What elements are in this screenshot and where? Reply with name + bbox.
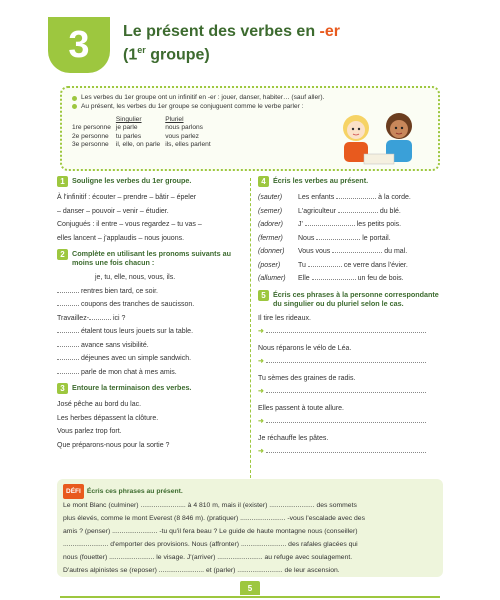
rule-line-1: Les verbes du 1er groupe ont un infinitif en -er : jouer, danser, habiter… (sauf aller).	[72, 94, 428, 103]
rule-line-2: Au présent, les verbes du 1er groupe se conjuguent comme le verbe parler :	[72, 103, 428, 112]
exercise-4-header: 4 Écris les verbes au présent.	[258, 176, 442, 187]
singular-header: Singulier	[115, 116, 142, 123]
left-column: 1 Souligne les verbes du 1er groupe. À l'infinitif : écouter – prendre – bâtir – épeler – danser – pouvoir – venir – étudier. Conjugués : il entre – vous regardez – tu vas – elles lancent – j'applaudis – nous jouons. 2 Complète en utilisant les pronoms suivants au moins une fois chacun : je, tu, elle, nous, vous, ils. rentres bien tard, ce soir. coupons des tranches de saucisson. Travaillez- ici ? étalent tous leurs jouets sur la table. avance sans visibilité. déjeunes avec un simple sandwich. parle de mon chat à mes amis. 3 Entoure la terminaison des verbes. José pêche au bord du lac. Les herbes dépassent la clôture. Vous parlez trop fort. Que préparons-nous pour la sortie ?	[57, 176, 247, 452]
answer-blank[interactable]	[57, 285, 79, 293]
conjugation-table: Singulier Pluriel 1re personne je parle nous parlons 2e personne tu parles vous parlez 3e personne il, elle, on parle ils, elles parlent	[72, 116, 312, 149]
arrow-icon: ➜	[258, 328, 264, 335]
answer-blank[interactable]	[316, 232, 360, 240]
answer-line[interactable]	[258, 415, 442, 429]
chapter-number: 3	[48, 17, 110, 73]
answer-blank[interactable]	[308, 259, 342, 267]
ex4-row: (semer) L'agriculteur du blé.	[258, 205, 442, 219]
children-illustration	[324, 106, 434, 170]
exercise-2-header: 2 Complète en utilisant les pronoms suivants au moins une fois chacun :	[57, 249, 247, 267]
bullet-icon	[72, 104, 77, 109]
answer-blank[interactable]	[57, 366, 79, 374]
bullet-icon	[72, 96, 77, 101]
plural-header: Pluriel	[165, 116, 184, 123]
challenge-box: DÉFI Écris ces phrases au présent. Le mont Blanc (culminer) ........................ à 4 810 m, mais il (exister) ........................ des sommets plus élevés, comme le mont Everest (8 846 m). (pratiquer) ........................ -vous l'escalade avec des amis ? (penser) ........................ -tu qu'il fera beau ? Le guide de haute montagne nous (conseiller) ........................ d'emporter des provisions. Nous (affronter) ........................ des rafales glacées qui nous (fouetter) ........................ le visage. J'(arriver) ........................ au refuge avec soulagement. D'autres alpinistes se (reposer) ........................ et (parler) ........................ de leur ascension.	[57, 479, 443, 577]
answer-line[interactable]	[258, 445, 442, 459]
answer-blank[interactable]	[336, 191, 376, 199]
ex2-line: coupons des tranches de saucisson.	[57, 298, 247, 312]
answer-line[interactable]	[258, 325, 442, 339]
arrow-icon: ➜	[258, 418, 264, 425]
ex2-line: étalent tous leurs jouets sur la table.	[57, 325, 247, 339]
page-number: 5	[240, 581, 260, 595]
ex2-line: rentres bien tard, ce soir.	[57, 285, 247, 299]
page-title: Le présent des verbes en -er (1er groupe)	[123, 23, 340, 64]
answer-blank[interactable]	[312, 272, 356, 280]
answer-blank[interactable]	[332, 245, 382, 253]
ex4-row: (poser) Tu ce verre dans l'évier.	[258, 259, 442, 273]
ex2-line: avance sans visibilité.	[57, 339, 247, 353]
ex4-row: (donner) Vous vous du mal.	[258, 245, 442, 259]
answer-blank[interactable]	[57, 325, 79, 333]
answer-blank[interactable]	[57, 352, 79, 360]
ex2-line: Travaillez- ici ?	[57, 312, 247, 326]
arrow-icon: ➜	[258, 358, 264, 365]
challenge-badge: DÉFI	[63, 484, 84, 499]
exercise-1-header: 1 Souligne les verbes du 1er groupe.	[57, 176, 247, 187]
challenge-header: DÉFI Écris ces phrases au présent.	[63, 484, 437, 499]
ex4-row: (allumer) Elle un feu de bois.	[258, 272, 442, 286]
ex2-line: parle de mon chat à mes amis.	[57, 366, 247, 380]
answer-blank[interactable]	[338, 205, 378, 213]
rule-box	[60, 86, 440, 171]
column-divider	[250, 178, 251, 478]
arrow-icon: ➜	[258, 388, 264, 395]
answer-line[interactable]	[258, 355, 442, 369]
ex4-row: (sauter) Les enfants à la corde.	[258, 191, 442, 205]
answer-line[interactable]	[258, 385, 442, 399]
footer-line	[60, 596, 440, 598]
answer-blank[interactable]	[305, 218, 355, 226]
ex2-line: déjeunes avec un simple sandwich.	[57, 352, 247, 366]
arrow-icon: ➜	[258, 448, 264, 455]
ex4-row: (fermer) Nous le portail.	[258, 232, 442, 246]
ex4-row: (adorer) J' les petits pois.	[258, 218, 442, 232]
right-column: 4 Écris les verbes au présent. (sauter) Les enfants à la corde. (semer) L'agriculteur du blé. (adorer) J' les petits pois. (fermer) Nous le portail. (donner) Vous vous du mal. (poser) Tu ce verre dans l'évier. (allumer) Elle un feu de bois. 5 Écris ces phrases à la personne correspondante du singulier ou du pluriel selon le cas. Il tire les rideaux. ➜ Nous réparons le vélo de Léa. ➜ Tu sèmes des graines de radis. ➜ Elles passent à toute allure. ➜ Je réchauffe les pâtes. ➜	[258, 176, 442, 459]
exercise-5-header: 5 Écris ces phrases à la personne correspondante du singulier ou du pluriel selon le cas.	[258, 290, 442, 308]
exercise-3-header: 3 Entoure la terminaison des verbes.	[57, 383, 247, 394]
answer-blank[interactable]	[57, 339, 79, 347]
answer-blank[interactable]	[57, 298, 79, 306]
answer-blank[interactable]	[89, 312, 111, 320]
